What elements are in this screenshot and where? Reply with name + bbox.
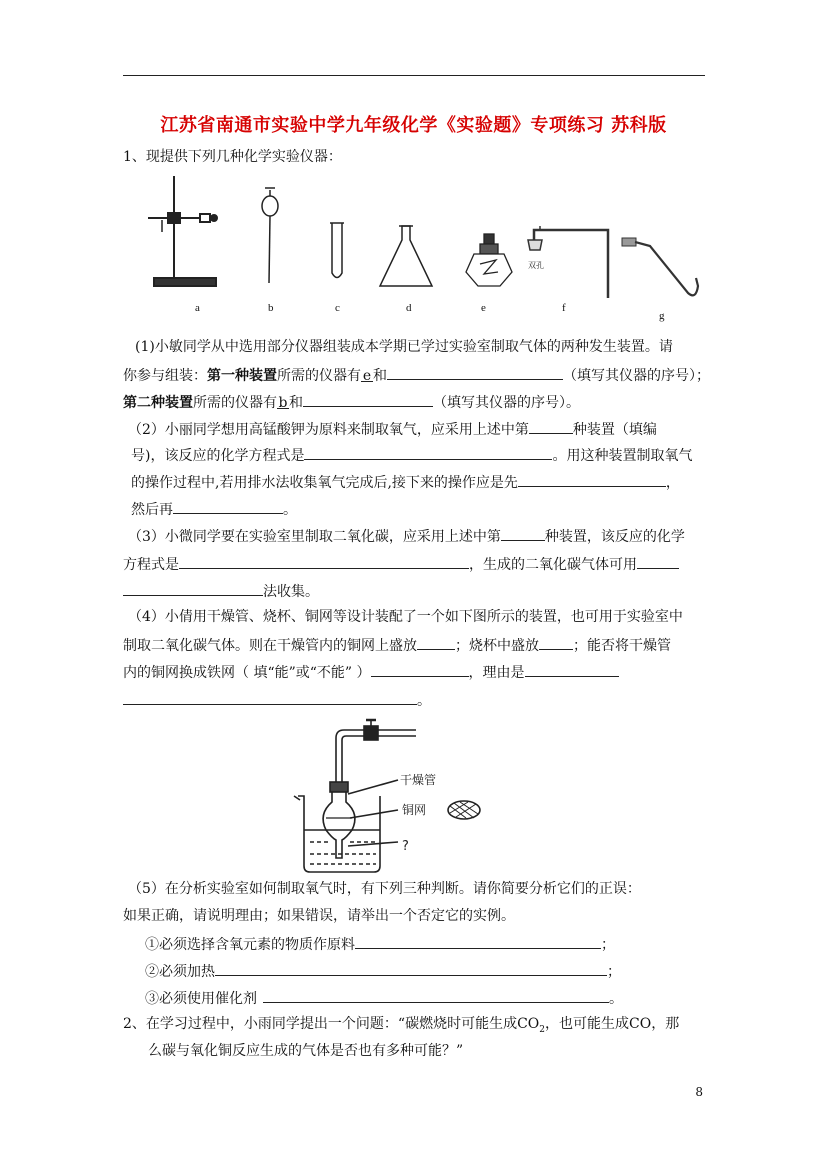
answer-blank[interactable] <box>263 987 609 1003</box>
test-tube-illustration <box>330 223 344 278</box>
answer-blank[interactable] <box>387 364 563 380</box>
answer-blank[interactable] <box>123 580 263 596</box>
answer-blank[interactable] <box>371 661 469 677</box>
q1-part5-item2: ②必须加热 ； <box>145 960 621 982</box>
alcohol-lamp-illustration <box>466 234 512 286</box>
q1-part3-line2: 方程式是 ，生成的二氧化碳气体可用 <box>123 553 679 575</box>
label-b: b <box>268 302 274 314</box>
answer-blank[interactable] <box>215 960 607 976</box>
label-f: f <box>562 302 566 314</box>
answer-blank[interactable] <box>303 391 433 407</box>
q1-part2-line1: （2）小丽同学想用高锰酸钾为原料来制取氧气，应采用上述中第 种装置（填编 <box>128 418 657 440</box>
funnel-illustration <box>262 188 278 283</box>
q1-part5-line2: 如果正确，请说明理由；如果错误，请举出一个否定它的实例。 <box>123 908 515 924</box>
q1-part4-line3: 内的铜网换成铁网（ 填“能”或“不能” ） ，理由是 <box>123 661 619 683</box>
q2-line2: 么碳与氧化铜反应生成的气体是否也有多种可能？” <box>148 1043 464 1059</box>
answer-blank[interactable] <box>637 553 679 569</box>
q1-intro: 1、现提供下列几种化学实验仪器： <box>123 149 342 165</box>
answer-blank[interactable] <box>518 471 666 487</box>
label-g: g <box>659 310 665 322</box>
q1-part1-line2: 你参与组装：第一种装置所需的仪器有 e 和 （填写其仪器的序号）； <box>123 364 710 386</box>
q1-part4-line2: 制取二氧化碳气体。则在干燥管内的铜网上盛放 ；烧杯中盛放 ；能否将干燥管 <box>123 634 671 656</box>
page-number: 8 <box>695 1085 703 1099</box>
label-e: e <box>481 302 486 314</box>
q1-part2-line3: 的操作过程中,若用排水法收集氧气完成后,接下来的操作应是先 ， <box>131 471 680 493</box>
page-title: 江苏省南通市实验中学九年级化学《实验题》专项练习 苏科版 <box>160 115 667 136</box>
answer-blank[interactable] <box>525 661 619 677</box>
answer-blank[interactable] <box>123 689 417 705</box>
q1-part4-line4: 。 <box>123 689 431 711</box>
q1-part5-item1: ①必须选择含氧元素的物质作原料 ； <box>145 933 615 955</box>
q1-part5-line1: （5）在分析实验室如何制取氧气时，有下列三种判断。请你简要分析它们的正误： <box>128 881 641 897</box>
label-c: c <box>335 302 340 314</box>
answer-blank[interactable] <box>355 933 601 949</box>
q1-part5-item3: ③必须使用催化剂 。 <box>145 987 623 1009</box>
answer-blank[interactable] <box>304 444 552 460</box>
label-drying-tube: 干燥管 <box>400 773 437 787</box>
header-rule <box>123 75 705 76</box>
label-question-mark: ? <box>402 839 409 854</box>
apparatus-figure <box>140 168 710 303</box>
label-d: d <box>406 302 412 314</box>
q1-part4-line1: （4）小倩用干燥管、烧杯、铜网等设计装配了一个如下图所示的装置，也可用于实验室中 <box>128 609 683 625</box>
answer-blank[interactable] <box>539 634 573 650</box>
label-copper-mesh: 铜网 <box>402 803 427 817</box>
answer-blank[interactable] <box>501 525 545 541</box>
answer-blank[interactable] <box>529 418 573 434</box>
q2-line1: 2、在学习过程中，小雨同学提出一个问题：“碳燃烧时可能生成$CO_2$，也可能生成CO，那 <box>123 1016 680 1035</box>
iron-stand-illustration <box>148 176 217 286</box>
answer-blank[interactable] <box>173 498 283 514</box>
q1-part3-line3: 法收集。 <box>123 580 319 602</box>
stopper-tag: 双孔 <box>528 261 544 270</box>
curved-tube-illustration <box>622 238 698 295</box>
stopper-tube-illustration <box>528 226 608 298</box>
drying-tube-figure <box>290 718 520 878</box>
q1-part1-line3: 第二种装置所需的仪器有 b 和 （填写其仪器的序号）。 <box>123 391 580 413</box>
q1-part2-line4: 然后再 。 <box>131 498 297 520</box>
q1-part1-line1: (1)小敏同学从中选用部分仪器组装成本学期已学过实验室制取气体的两种发生装置。请 <box>135 339 673 355</box>
answer-blank[interactable] <box>179 553 469 569</box>
q1-part2-line2: 号)，该反应的化学方程式是 。用这种装置制取氧气 <box>131 444 692 466</box>
conical-flask-illustration <box>380 226 432 286</box>
answer-blank[interactable] <box>417 634 455 650</box>
q1-part3-line1: （3）小微同学要在实验室里制取二氧化碳，应采用上述中第 种装置，该反应的化学 <box>128 525 685 547</box>
label-a: a <box>195 302 200 314</box>
